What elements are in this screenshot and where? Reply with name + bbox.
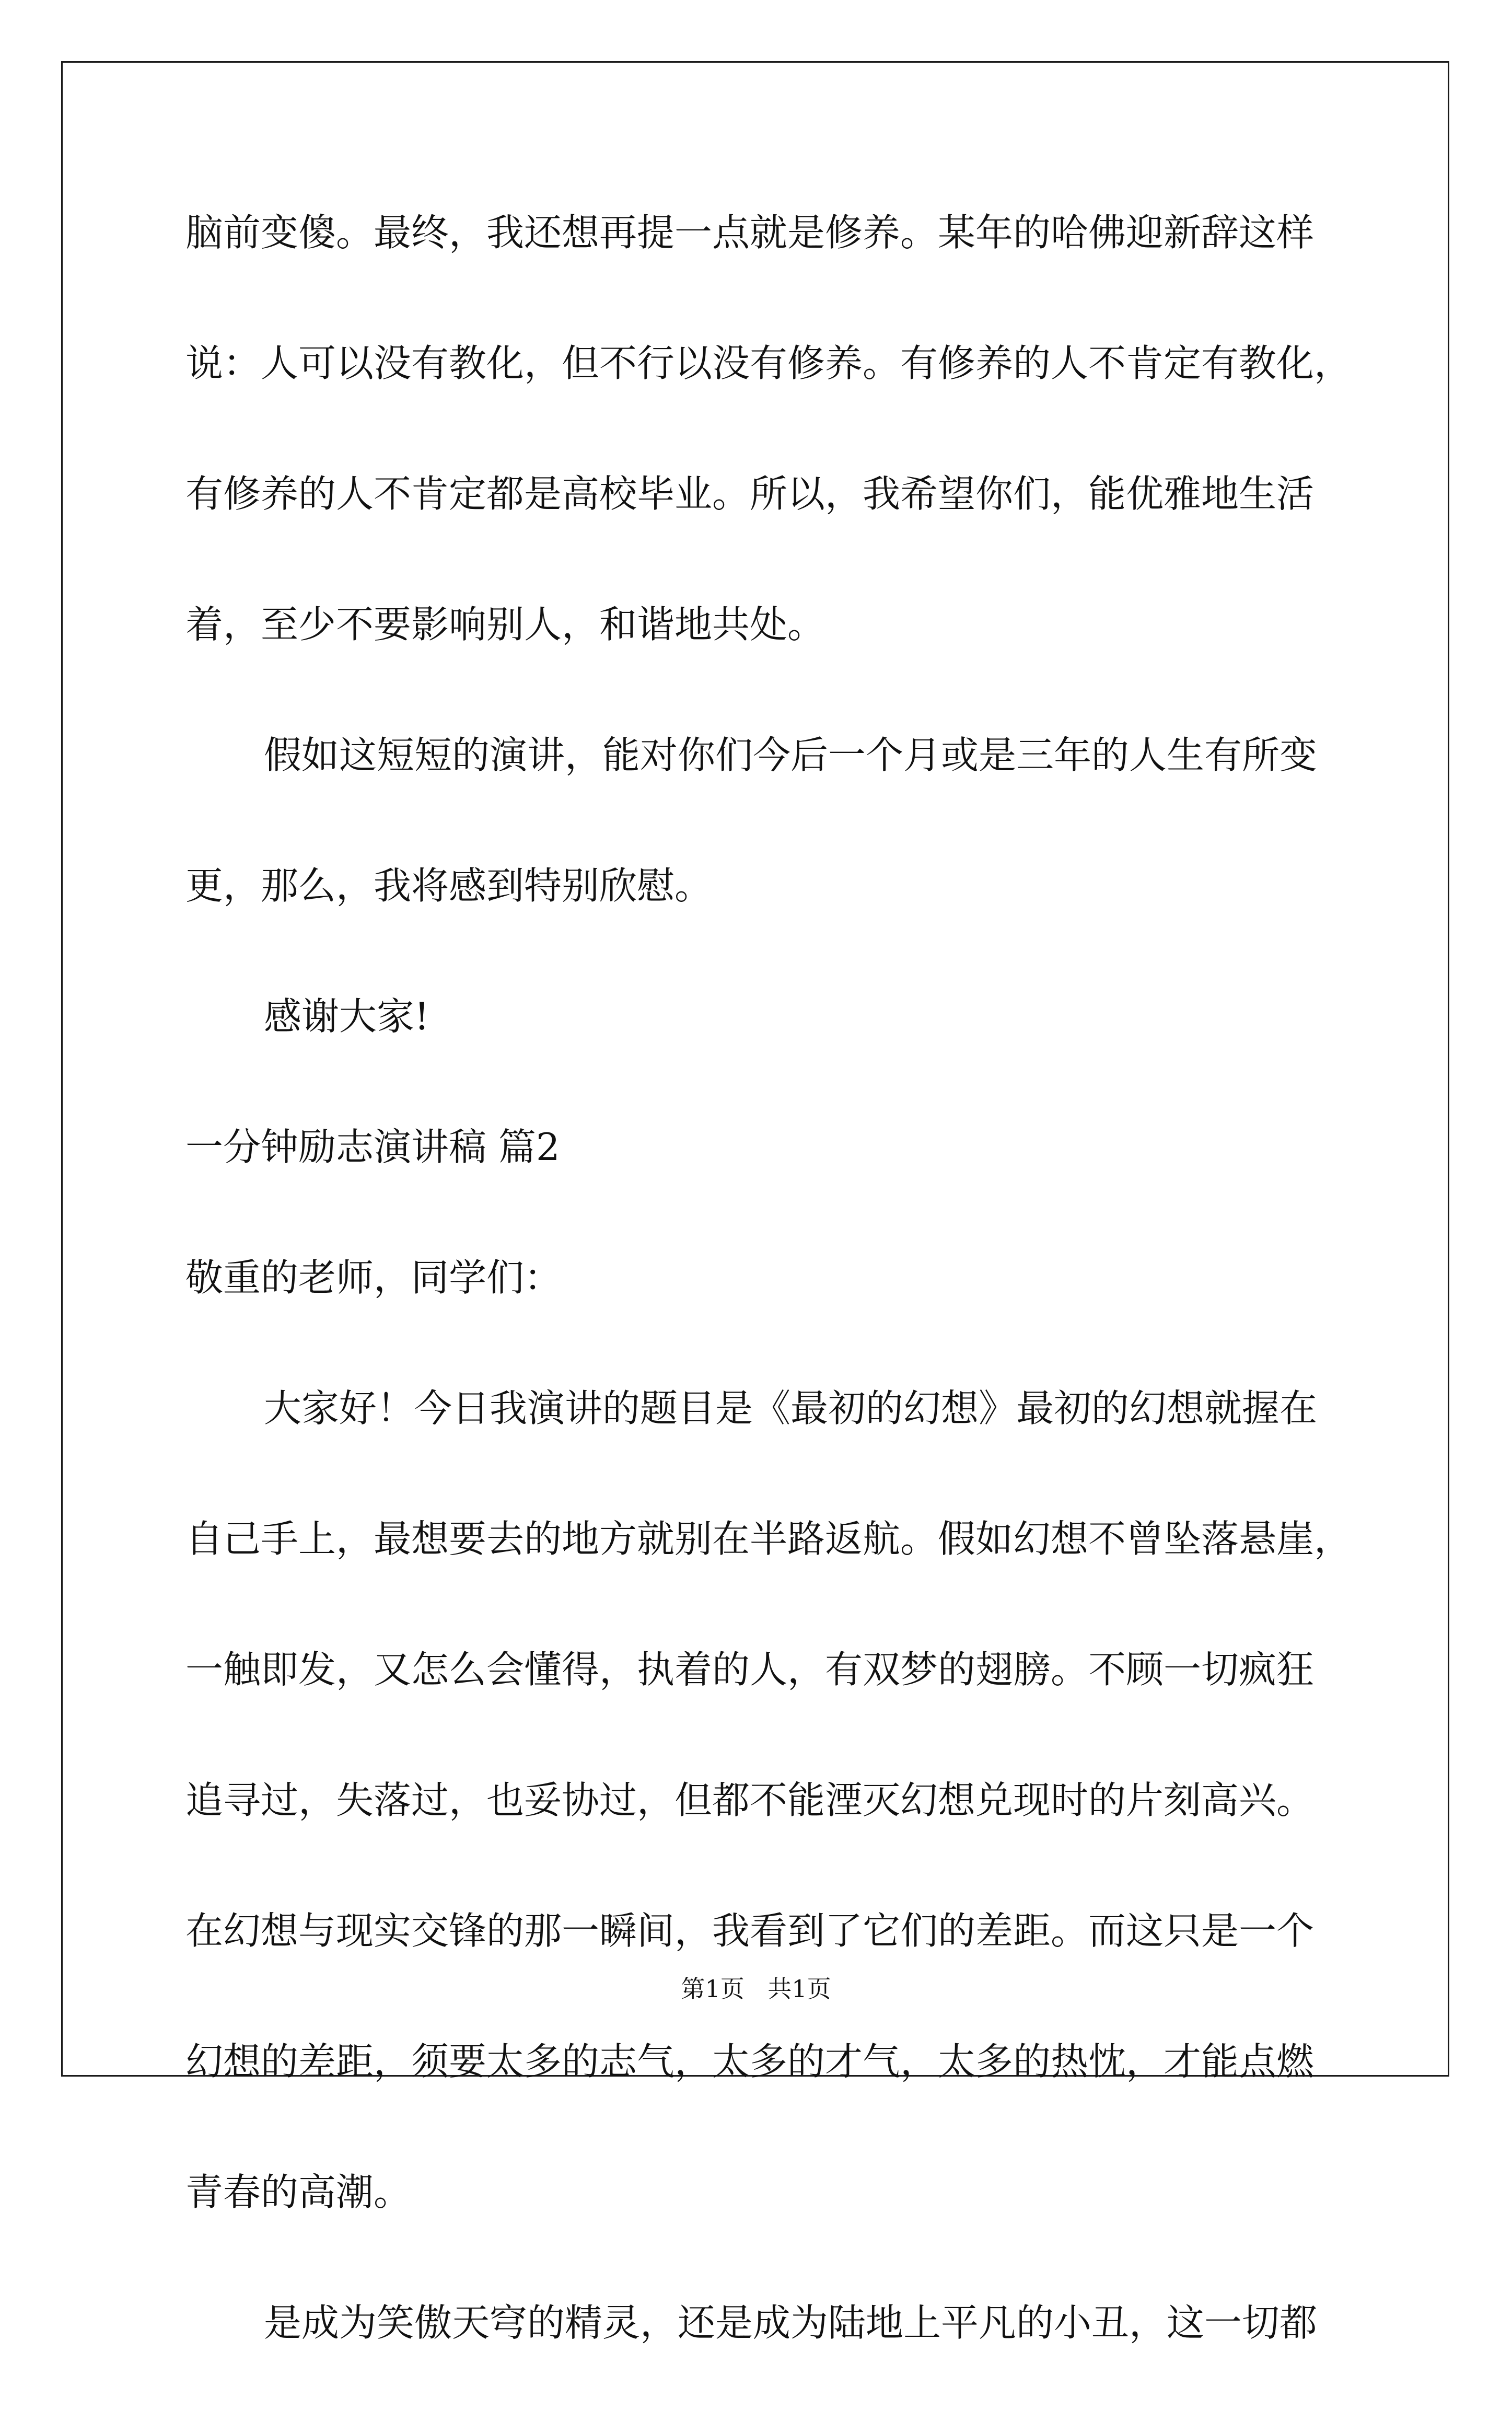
text-line: 假如这短短的演讲，能对你们今后一个月或是三年的人生有所变	[264, 733, 1318, 777]
text-line: 大家好！今日我演讲的题目是《最初的幻想》最初的幻想就握在	[264, 1386, 1318, 1430]
text-line: 着，至少不要影响别人，和谐地共处。	[185, 602, 825, 646]
section-heading: 一分钟励志演讲稿 篇2	[185, 1125, 560, 1169]
document-body	[185, 201, 1352, 2422]
salutation: 敬重的老师，同学们：	[185, 1256, 562, 1300]
text-line: 追寻过，失落过，也妥协过，但都不能湮灭幻想兑现时的片刻高兴。	[185, 1778, 1315, 1822]
text-line: 说：人可以没有教化，但不行以没有修养。有修养的人不肯定有教化，	[185, 341, 1352, 385]
closing-line: 感谢大家!	[264, 994, 429, 1038]
text-line: 一触即发，又怎么会懂得，执着的人，有双梦的翅膀。不顾一切疯狂	[185, 1648, 1315, 1691]
text-line: 有修养的人不肯定都是高校毕业。所以，我希望你们，能优雅地生活	[185, 472, 1315, 516]
text-line: 青春的高潮。	[185, 2170, 412, 2214]
text-line: 更，那么，我将感到特别欣慰。	[185, 864, 713, 908]
text-line: 在幻想与现实交锋的那一瞬间，我看到了它们的差距。而这只是一个	[185, 1909, 1315, 1953]
text-line: 自己手上，最想要去的地方就别在半路返航。假如幻想不曾坠落悬崖，	[185, 1517, 1352, 1561]
text-line: 脑前变傻。最终，我还想再提一点就是修养。某年的哈佛迎新辞这样	[185, 211, 1315, 254]
page-footer: 第1页 共1页	[681, 1975, 831, 2003]
text-line: 是成为笑傲天穹的精灵，还是成为陆地上平凡的小丑，这一切都	[264, 2301, 1318, 2345]
text-line: 幻想的差距，须要太多的志气，太多的才气，太多的热忱，才能点燃	[185, 2039, 1315, 2083]
